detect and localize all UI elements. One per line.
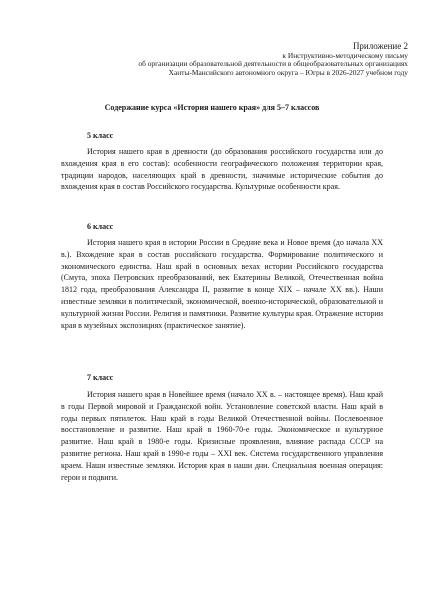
- document-title: Содержание курса «История нашего края» для 5–7 классов: [104, 103, 320, 112]
- section-heading-grade-6: 6 класс: [87, 222, 114, 231]
- appendix-reference: к Инструктивно-методическому письму: [282, 50, 408, 60]
- section-text-grade-7: История нашего края в Новейшее время (начало XX в. – настоящее время). Наш край в годы Первой мировой и Гражданской войн. Установление советской власти. Наш край в годы первых пятилеток. Наш край в годы Великой Отечественной войны. Послевоенное восстановление и развитие. Наш край в 1960-70-е годы. Экономическое и культурное развитие. Наш край в 1980-е годы. Кризисные проявления, влияние распада СССР на развитие региона. Наш край в 1990-е годы – XXI век. Система государственного управления краем. Наши известные земляки. История края в наши дни. Специальная военная операция: герои и подвиги.: [61, 390, 383, 482]
- appendix-region-year: Ханты-Мансийского автономного округа – Югры в 2026-2027 учебном году: [168, 67, 408, 77]
- appendix-subject: об организации образовательной деятельности в общеобразовательных организациях: [138, 59, 408, 69]
- section-heading-grade-5: 5 класс: [87, 131, 114, 140]
- appendix-header: [100, 42, 408, 77]
- appendix-number: Приложение 2: [352, 41, 408, 51]
- section-text-grade-5: История нашего края в древности (до образования российского государства или до вхождения края в его состав): особенности географического положения территории края, традиции народов, населяющих край в древности, значимые исторические события до вхождения края в состав Российского государства. Культурные особенности края.: [61, 147, 383, 192]
- section-text-grade-6: История нашего края в истории России в Средние века и Новое время (до начала XX в.). Вхождение края в состав российского государства. Формирование политического и экономического единства. Наш край в основных вехах истории Российского государства (Смута, эпоха Петровских преобразований, век Екатерины Великой, Отечественная война 1812 года, преобразования Александра II, развитие в конце XIX – начале XX вв.). Наши известные земляки в политической, экономической, военно-исторической, образовательной и культурной жизни России. Религия и памятники. Развитие культуры края. Отражение истории края в музейных экспозициях (практическое занятие).: [61, 238, 383, 330]
- section-heading-grade-7: 7 класс: [87, 373, 114, 382]
